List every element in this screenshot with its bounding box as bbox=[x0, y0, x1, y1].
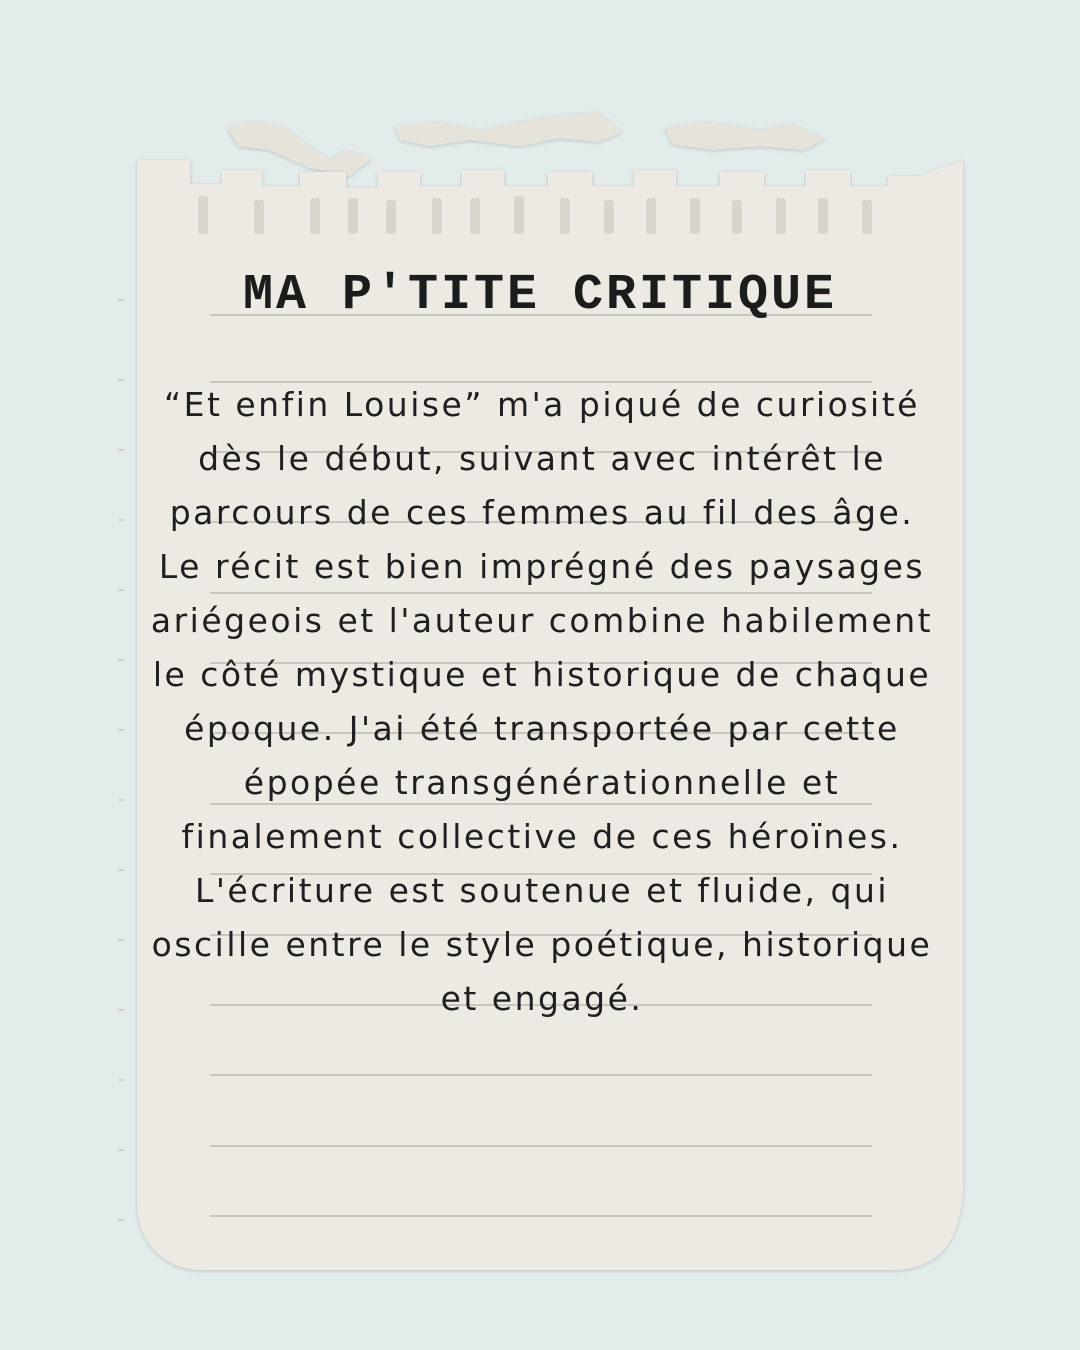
margin-ticks bbox=[118, 300, 124, 1220]
torn-paper-scraps bbox=[228, 112, 826, 176]
review-text: “Et enfin Louise” m'a piqué de curiosité dès le début, suivant avec intérêt le parcours de ces femmes au fil des âge. Le récit est bien imprégné des paysages ariégeois et l'auteur combine habilement le côté mystique et historique de chaque époque. J'ai été transportée par cette épopée transgénérationnelle et finalement collective de ces héroïnes. L'écriture est soutenue et fluide, qui oscille entre le style poétique, historique et engagé. bbox=[150, 385, 934, 1018]
page-title: MA P'TITE CRITIQUE bbox=[242, 267, 838, 324]
